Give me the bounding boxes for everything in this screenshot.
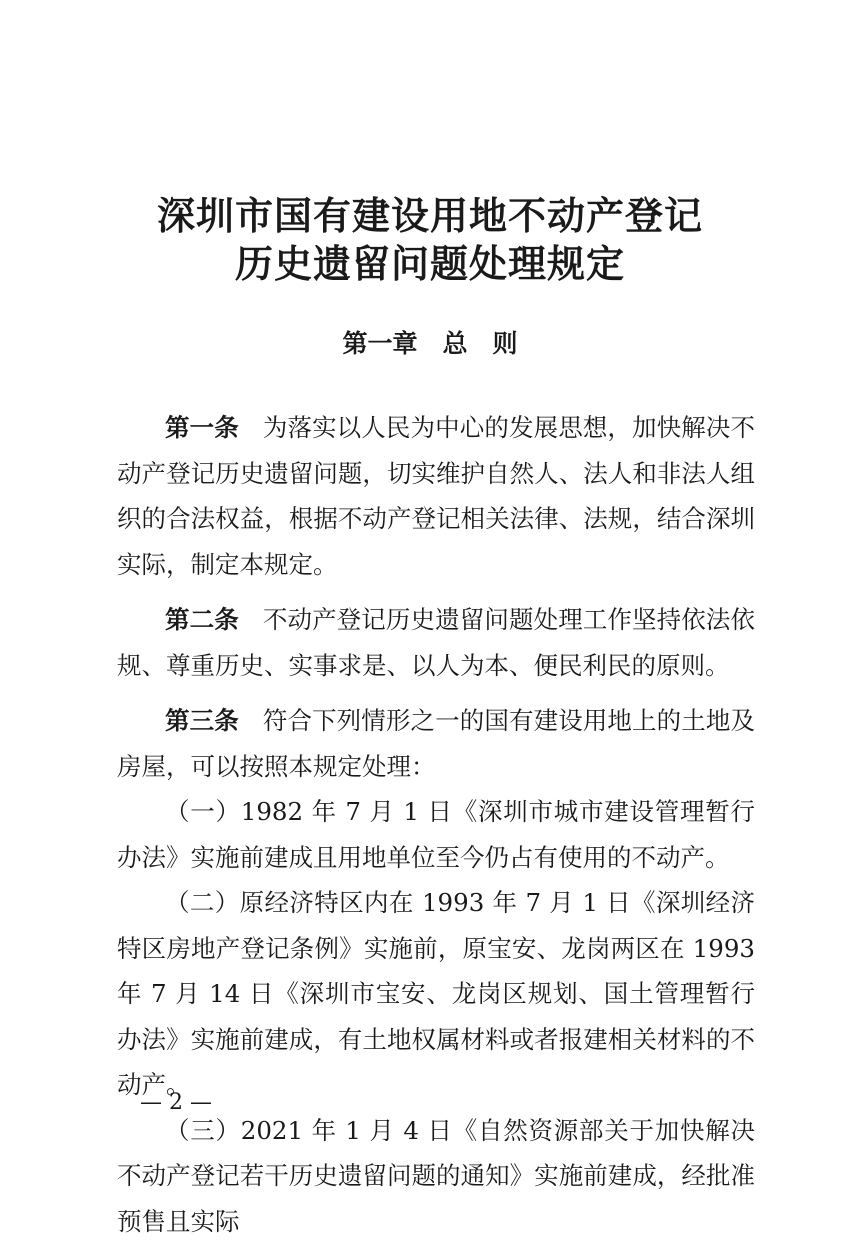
article-2 bbox=[117, 597, 755, 688]
article-3-item-3: （三）2021 年 1 月 4 日《自然资源部关于加快解决不动产登记若干历史遗留问题的通知》实施前建成，经批准预售且实际 bbox=[117, 1108, 755, 1244]
article-3 bbox=[117, 698, 755, 789]
article-1-text: 为落实以人民为中心的发展思想，加快解决不动产登记历史遗留问题，切实维护自然人、法人和非法人组织的合法权益，根据不动产登记相关法律、法规，结合深圳实际，制定本规定。 bbox=[117, 413, 755, 579]
article-2-label: 第二条 bbox=[165, 605, 239, 634]
article-1 bbox=[117, 405, 755, 587]
chapter-heading: 第一章 总 则 bbox=[0, 326, 860, 362]
article-3-item-2: （二）原经济特区内在 1993 年 7 月 1 日《深圳经济特区房地产登记条例》实施前，原宝安、龙岗两区在 1993 年 7 月 14 日《深圳市宝安、龙岗区规划、国土管理暂行办法》实施前建成，有土地权属材料或者报建相关材料的不动产。 bbox=[117, 880, 755, 1108]
document-title-line-1: 深圳市国有建设用地不动产登记 bbox=[0, 192, 860, 240]
document-body bbox=[117, 405, 755, 1244]
document-title-line-2: 历史遗留问题处理规定 bbox=[0, 240, 860, 288]
article-2-text: 不动产登记历史遗留问题处理工作坚持依法依规、尊重历史、实事求是、以人为本、便民利民的原则。 bbox=[117, 605, 755, 680]
article-3-text: 符合下列情形之一的国有建设用地上的土地及房屋，可以按照本规定处理： bbox=[117, 706, 755, 781]
page-number: — 2 — bbox=[140, 1088, 212, 1118]
article-3-item-1: （一）1982 年 7 月 1 日《深圳市城市建设管理暂行办法》实施前建成且用地单位至今仍占有使用的不动产。 bbox=[117, 789, 755, 880]
article-1-label: 第一条 bbox=[165, 413, 239, 442]
article-3-label: 第三条 bbox=[165, 706, 239, 735]
